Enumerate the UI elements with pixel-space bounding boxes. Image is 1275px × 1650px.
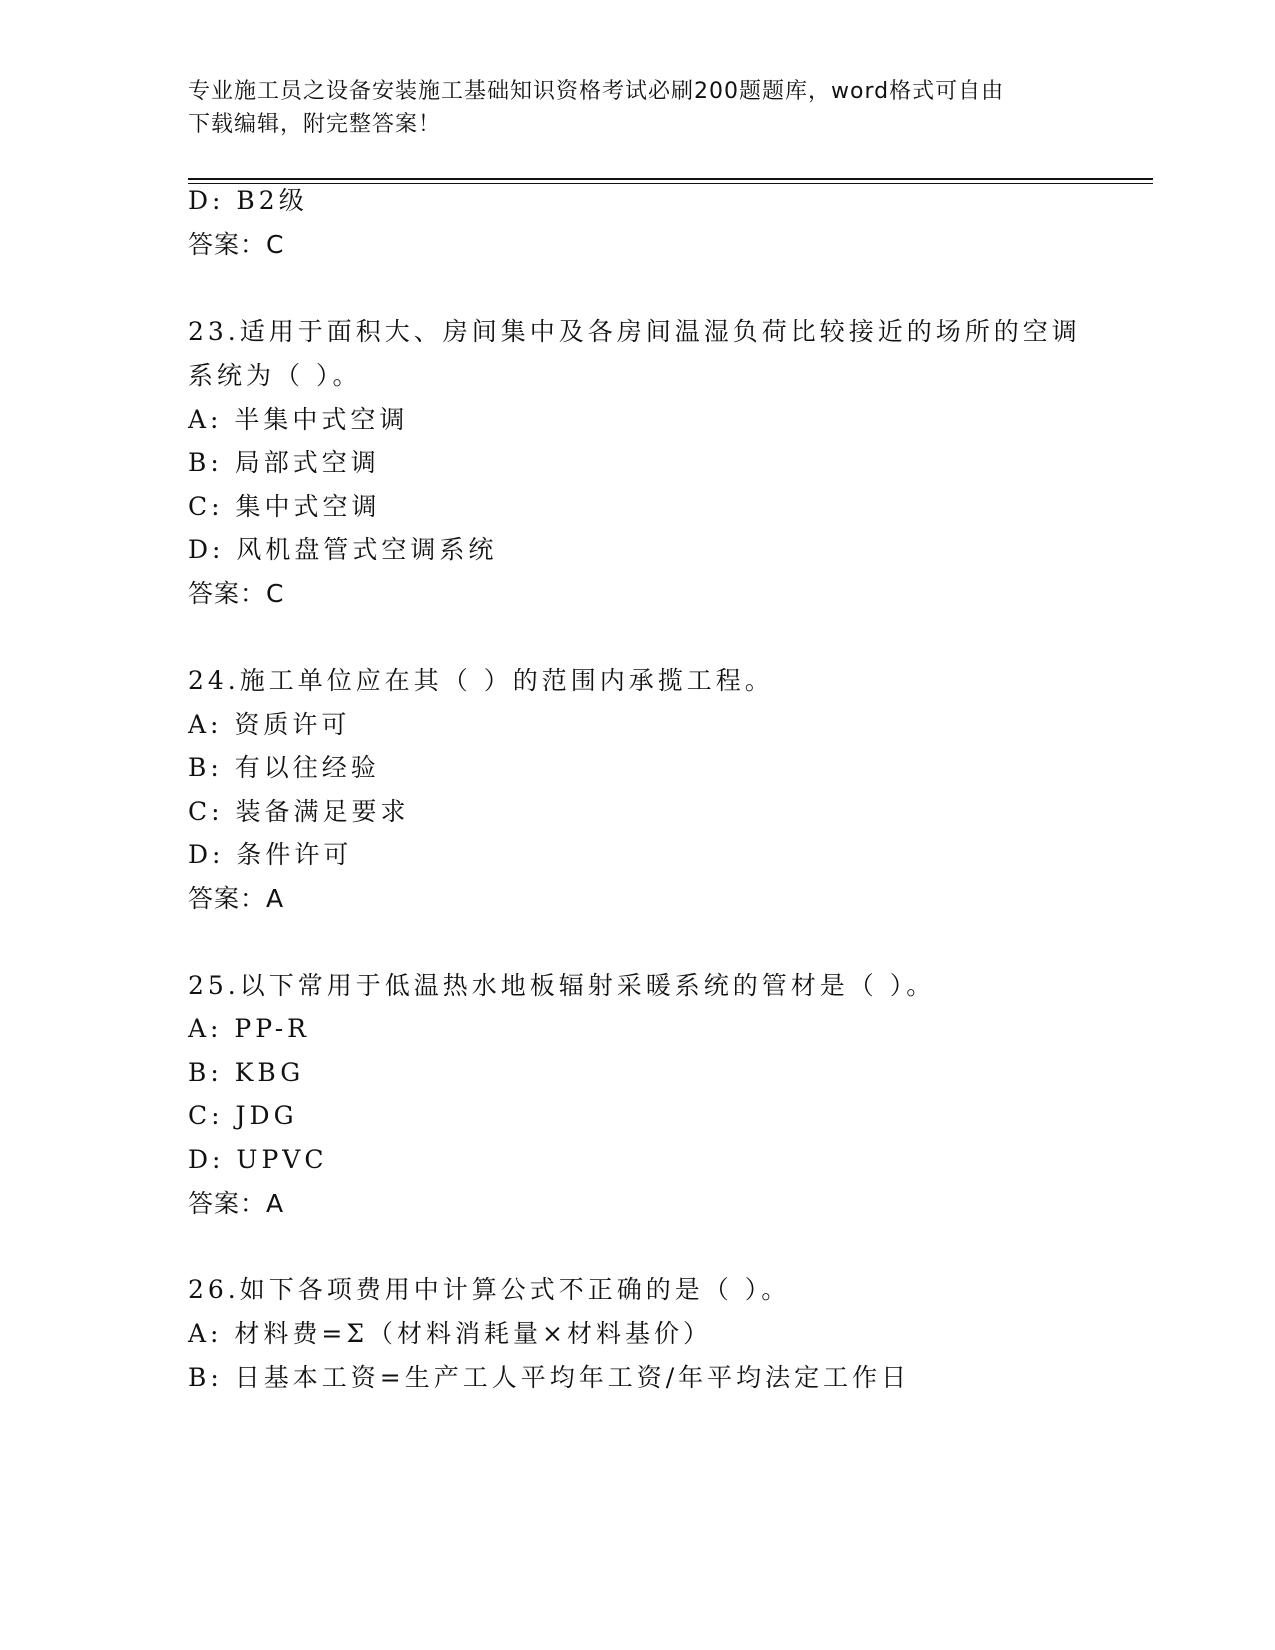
question-24-option-c: C: 装备满足要求 [188,797,410,826]
question-24-option-a: A: 资质许可 [188,710,351,739]
question-25-option-c: C: JDG [188,1101,298,1130]
prev-question-option-d: D: B2级 [188,186,308,215]
question-23-answer: 答案：C [188,579,285,608]
question-23-stem-line-1: 23.适用于面积大、房间集中及各房间温湿负荷比较接近的场所的空调 [188,317,1081,346]
question-26-option-a: A: 材料费=Σ（材料消耗量×材料基价） [188,1319,712,1348]
question-23-stem-line-2: 系统为（ ）。 [188,361,362,390]
header-title-line-1: 专业施工员之设备安装施工基础知识资格考试必刷200题题库，word格式可自由 [188,79,1005,104]
question-25-option-a: A: PP-R [188,1014,310,1043]
question-26-stem-line-1: 26.如下各项费用中计算公式不正确的是（ ）。 [188,1275,791,1304]
header-title-line-2: 下载编辑，附完整答案！ [188,112,442,137]
header-divider-thin [188,183,1153,184]
question-25-answer: 答案：A [188,1189,285,1218]
question-24-option-d: D: 条件许可 [188,840,353,869]
question-24-answer: 答案：A [188,884,285,913]
question-24-stem-line-1: 24.施工单位应在其（ ）的范围内承揽工程。 [188,666,774,695]
question-26-option-b: B: 日基本工资=生产工人平均年工资/年平均法定工作日 [188,1363,911,1392]
prev-question-answer: 答案：C [188,230,285,259]
document-header [188,75,1088,141]
question-23-option-b: B: 局部式空调 [188,448,380,477]
header-divider-thick [188,178,1153,180]
question-25-stem-line-1: 25.以下常用于低温热水地板辐射采暖系统的管材是（ ）。 [188,971,936,1000]
question-25-option-b: B: KBG [188,1058,305,1087]
question-23-option-d: D: 风机盘管式空调系统 [188,535,498,564]
question-23-option-a: A: 半集中式空调 [188,405,409,434]
question-23-option-c: C: 集中式空调 [188,492,381,521]
question-24-option-b: B: 有以往经验 [188,753,380,782]
question-25-option-d: D: UPVC [188,1145,328,1174]
